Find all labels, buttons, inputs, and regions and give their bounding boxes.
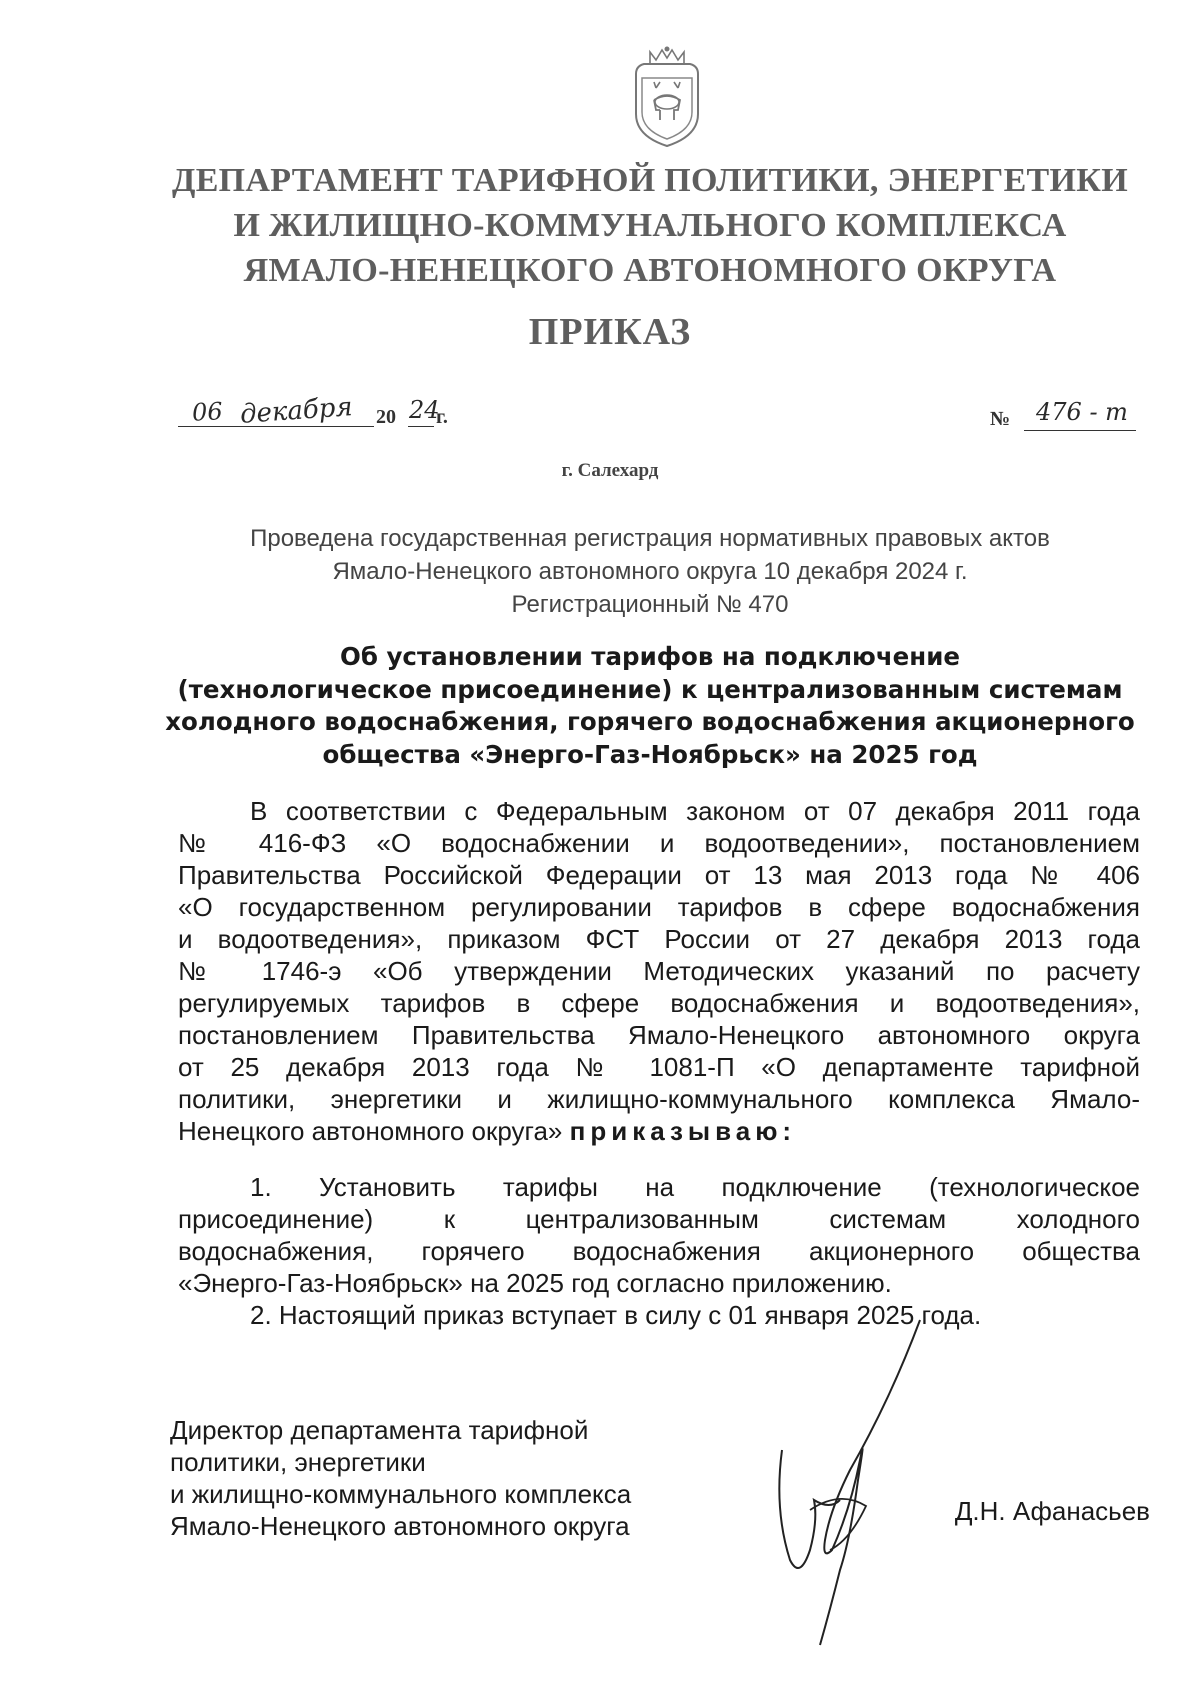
- signer-line: Ямало-Ненецкого автономного округа: [170, 1511, 630, 1541]
- signer-name: Д.Н. Афанасьев: [954, 1496, 1150, 1526]
- item2-line: 2. Настоящий приказ вступает в силу с 01 января 2025 года.: [250, 1300, 982, 1330]
- department-line: И ЖИЛИЩНО-КОММУНАЛЬНОГО КОМПЛЕКСА: [233, 207, 1067, 244]
- preamble-line: регулируемых тарифов в сфере водоснабжения и водоотведения»,: [178, 988, 1140, 1018]
- order-number: [990, 400, 1150, 440]
- coat-of-arms-emblem: [628, 44, 706, 148]
- preamble-line: и водоотведения», приказом ФСТ России от 27 декабря 2013 года: [178, 924, 1140, 954]
- registration-line: Ямало-Ненецкого автономного округа 10 декабря 2024 г.: [332, 558, 968, 585]
- registration-line: Проведена государственная регистрация нормативных правовых актов: [250, 525, 1050, 552]
- item1-line: 1. Установить тарифы на подключение (технологическое: [250, 1172, 1140, 1202]
- title-line: холодного водоснабжения, горячего водоснабжения акционерного: [165, 707, 1135, 736]
- year-prefix: 20: [376, 406, 396, 428]
- title-line: Об установлении тарифов на подключение: [340, 642, 960, 671]
- signer-position: [170, 1414, 730, 1542]
- department-line: ЯМАЛО-НЕНЕЦКОГО АВТОНОМНОГО ОКРУГА: [243, 252, 1057, 289]
- preamble-last-text: Ненецкого автономного округа»: [178, 1116, 563, 1146]
- preamble-line: политики, энергетики и жилищно-коммунального комплекса Ямало-: [178, 1084, 1140, 1114]
- order-word: приказываю:: [569, 1116, 797, 1146]
- year-underline: [408, 426, 434, 427]
- document-type: ПРИКАЗ: [528, 311, 692, 353]
- item1-last-line: «Энерго-Газ-Ноябрьск» на 2025 год согласно приложению.: [178, 1268, 892, 1298]
- number-underline: [1024, 430, 1136, 431]
- handwritten-signature: [770, 1310, 950, 1650]
- signer-line: и жилищно-коммунального комплекса: [170, 1479, 632, 1509]
- preamble-line: «О государственном регулировании тарифов в сфере водоснабжения: [178, 892, 1140, 922]
- signer-line: политики, энергетики: [170, 1447, 426, 1477]
- paragraph-gap: [178, 1147, 1140, 1171]
- item1-line: присоединение) к централизованным системам холодного: [178, 1204, 1140, 1234]
- registration-line: Регистрационный № 470: [511, 591, 789, 618]
- item1-line: водоснабжения, горячего водоснабжения акционерного общества: [178, 1236, 1140, 1266]
- preamble-last-line: [178, 1115, 1140, 1147]
- handwritten-number: 476 - т: [1036, 398, 1128, 426]
- department-name: [150, 158, 1150, 293]
- year-suffix: г.: [436, 406, 448, 428]
- title-line: (технологическое присоединение) к централизованным системам: [177, 674, 1123, 704]
- handwritten-year: 24: [409, 396, 440, 424]
- preamble-line: от 25 декабря 2013 года № 1081-П «О департаменте тарифной: [178, 1052, 1140, 1082]
- preamble-line: постановлением Правительства Ямало-Ненецкого автономного округа: [178, 1020, 1140, 1050]
- preamble-line: Правительства Российской Федерации от 13 мая 2013 года № 406: [178, 860, 1140, 890]
- order-title: [150, 641, 1150, 771]
- title-line: общества «Энерго-Газ-Ноябрьск» на 2025 год: [322, 739, 978, 769]
- number-label: №: [990, 408, 1011, 430]
- registration-note: [150, 522, 1150, 621]
- order-date: [178, 392, 458, 446]
- signer-line: Директор департамента тарифной: [170, 1415, 589, 1445]
- handwritten-month: декабря: [239, 392, 354, 430]
- order-body: [178, 795, 1140, 1331]
- preamble-line: № 416-ФЗ «О водоснабжении и водоотведении», постановлением: [178, 828, 1140, 858]
- department-line: ДЕПАРТАМЕНТ ТАРИФНОЙ ПОЛИТИКИ, ЭНЕРГЕТИКИ: [172, 162, 1128, 199]
- preamble-line: № 1746-э «Об утверждении Методических указаний по расчету: [178, 956, 1140, 986]
- preamble-line: В соответствии с Федеральным законом от 07 декабря 2011 года: [250, 796, 1140, 826]
- city: г. Салехард: [561, 460, 659, 481]
- handwritten-day: 06: [191, 397, 224, 427]
